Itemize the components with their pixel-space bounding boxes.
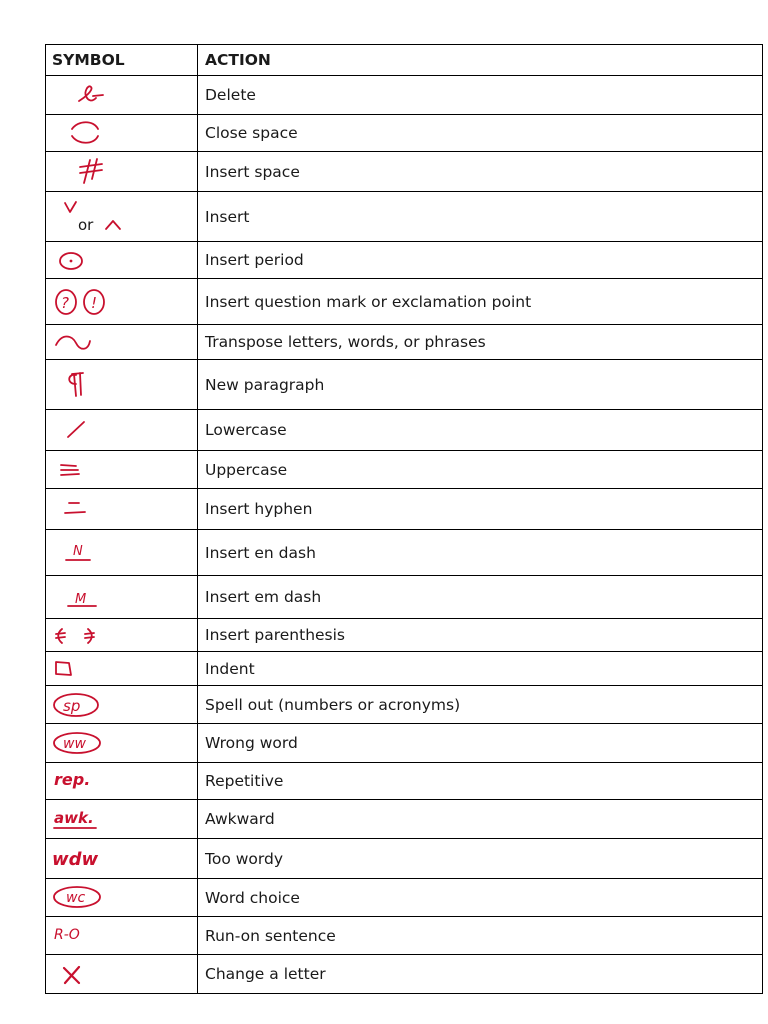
action-cell: Too wordy: [198, 839, 763, 879]
action-cell: Spell out (numbers or acronyms): [198, 686, 763, 724]
wordy-text: wdw: [52, 849, 99, 870]
action-cell: Delete: [198, 76, 763, 115]
awkward-icon: [46, 800, 198, 838]
hyphen-icon: [46, 489, 198, 529]
action-column-header: ACTION: [198, 45, 763, 76]
table-row: [46, 955, 763, 994]
em-dash-icon: [46, 576, 198, 618]
action-cell: Uppercase: [198, 451, 763, 489]
run-on-text: R-O: [54, 927, 80, 943]
action-cell: Awkward: [198, 800, 763, 839]
symbol-cell: [46, 192, 198, 242]
table-row: [46, 724, 763, 763]
change-letter-icon: [46, 955, 198, 993]
symbol-cell: [46, 686, 198, 724]
spell-out-text: sp: [63, 697, 81, 715]
table-row: [46, 489, 763, 530]
table-row: [46, 800, 763, 839]
symbol-cell: [46, 839, 198, 879]
or-label: or: [78, 216, 94, 234]
symbol-cell: [46, 879, 198, 917]
symbol-cell: [46, 652, 198, 686]
table-row: [46, 152, 763, 192]
spell-out-icon: [46, 686, 198, 723]
table-row: [46, 279, 763, 325]
action-cell: Change a letter: [198, 955, 763, 994]
wordy-icon: [46, 839, 198, 878]
symbol-cell: [46, 917, 198, 955]
paragraph-icon: [46, 360, 198, 409]
exclamation-text: !: [91, 294, 98, 312]
table-row: [46, 839, 763, 879]
action-cell: Wrong word: [198, 724, 763, 763]
symbol-cell: [46, 489, 198, 530]
close-space-icon: [46, 115, 198, 151]
insert-space-icon: [46, 152, 198, 191]
transpose-icon: [46, 325, 198, 359]
repetitive-icon: [46, 763, 198, 799]
symbol-column-header: SYMBOL: [46, 45, 198, 76]
action-cell: Insert parenthesis: [198, 619, 763, 652]
word-choice-icon: [46, 879, 198, 916]
table-row: [46, 686, 763, 724]
en-dash-icon: [46, 530, 198, 575]
action-cell: Insert em dash: [198, 576, 763, 619]
table-row: [46, 576, 763, 619]
table-row: [46, 325, 763, 360]
action-cell: New paragraph: [198, 360, 763, 410]
action-cell: Run-on sentence: [198, 917, 763, 955]
action-cell: Repetitive: [198, 763, 763, 800]
question-mark-text: ?: [61, 294, 69, 312]
symbol-cell: [46, 242, 198, 279]
symbol-cell: [46, 530, 198, 576]
table-row: [46, 879, 763, 917]
parenthesis-icon: [46, 619, 198, 651]
wrong-word-icon: [46, 724, 198, 762]
insert-period-icon: [46, 242, 198, 278]
table-row: [46, 192, 763, 242]
repetitive-text: rep.: [54, 770, 91, 789]
table-row: [46, 652, 763, 686]
action-cell: Insert period: [198, 242, 763, 279]
indent-icon: [46, 652, 198, 685]
table-row: [46, 451, 763, 489]
symbol-cell: [46, 955, 198, 994]
delete-mark-icon: [46, 76, 198, 114]
en-dash-letter: N: [73, 544, 83, 559]
word-choice-text: wc: [66, 890, 86, 906]
action-cell: Insert hyphen: [198, 489, 763, 530]
symbol-cell: [46, 279, 198, 325]
action-cell: Insert en dash: [198, 530, 763, 576]
table-row: [46, 360, 763, 410]
proofreading-marks-table: [45, 44, 763, 994]
em-dash-letter: M: [75, 592, 87, 607]
header-row: [46, 45, 763, 76]
uppercase-lines-icon: [46, 451, 198, 488]
action-cell: Close space: [198, 115, 763, 152]
symbol-cell: [46, 152, 198, 192]
table-row: [46, 410, 763, 451]
action-cell: Insert space: [198, 152, 763, 192]
action-cell: Indent: [198, 652, 763, 686]
table-row: [46, 530, 763, 576]
symbol-cell: [46, 76, 198, 115]
symbol-cell: [46, 410, 198, 451]
symbol-cell: [46, 325, 198, 360]
action-cell: Insert question mark or exclamation point: [198, 279, 763, 325]
symbol-cell: [46, 619, 198, 652]
symbol-cell: [46, 763, 198, 800]
insert-caret-icon: [46, 192, 198, 241]
table-row: [46, 917, 763, 955]
symbol-cell: [46, 451, 198, 489]
action-cell: Lowercase: [198, 410, 763, 451]
lowercase-slash-icon: [46, 410, 198, 450]
symbol-cell: [46, 800, 198, 839]
table-row: [46, 76, 763, 115]
symbol-cell: [46, 576, 198, 619]
awkward-text: awk.: [54, 809, 94, 827]
symbol-cell: [46, 115, 198, 152]
table-row: [46, 242, 763, 279]
action-cell: Word choice: [198, 879, 763, 917]
symbol-cell: [46, 724, 198, 763]
symbol-cell: [46, 360, 198, 410]
run-on-icon: [46, 917, 198, 954]
action-cell: Insert: [198, 192, 763, 242]
table-row: [46, 763, 763, 800]
action-cell: Transpose letters, words, or phrases: [198, 325, 763, 360]
table-row: [46, 619, 763, 652]
question-exclamation-icon: [46, 279, 198, 324]
wrong-word-text: ww: [63, 736, 86, 752]
table-row: [46, 115, 763, 152]
